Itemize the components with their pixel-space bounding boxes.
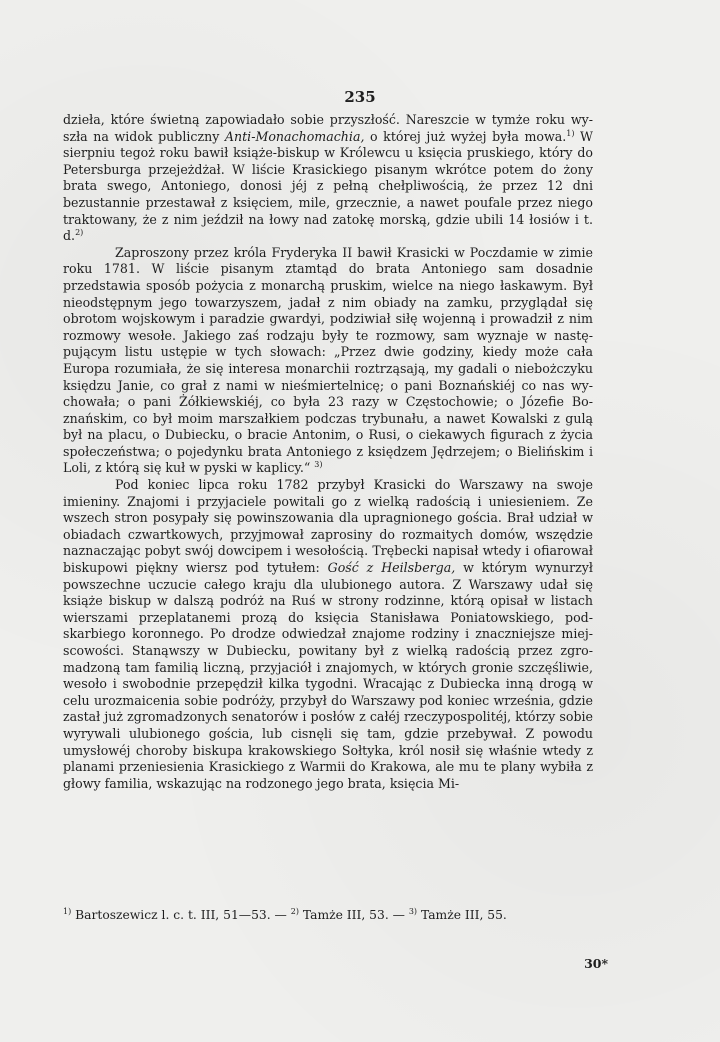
footnote-marker: 2) — [290, 906, 299, 916]
paragraph — [63, 112, 593, 245]
printer-signature: 30* — [584, 956, 608, 971]
footnotes — [63, 907, 593, 923]
text-run: Tamże III, 53. — — [298, 908, 409, 922]
footnote-marker: 3) — [408, 906, 418, 916]
text-run: w którym wynurzył powszechne uczucie całego kraju dla ulubionego autora. Z Warszawy udał się książe biskup w dalszą podróż na Ruś w strony rodzinne, którą opisał w listach wierszami przeplatanemi prozą do księcia Stanisława Poniatowskiego, podskarbiego koronnego. Po drodze odwiedzał znajome rodziny i znaczniejsze miejscowości. Stanąwszy w Dubiecku, powitany był z wielką radością przez zgromadzoną tam familią liczną, przyjaciół i znajomych, w których gronie szczęśliwie, wesoło i swobodnie przepędził kilka tygodni. Wracając z Dubiecka inną drogą w celu urozmaicenia sobie podróży, przybył do Warszawy pod koniec września, gdzie zastał już zgromadzonych senatorów i posłów z całéj rzeczypospolitéj, którzy sobie wyrywali ulubionego gościa, lub cisnęli się tam, gdzie przebywał. Z powodu umysłowéj choroby biskupa krakowskiego Sołtyka, król nosił się właśnie wtedy z planami przeniesienia Krasickiego z Warmii do Krakowa, ale mu te plany wybiła z głowy familia, wskazując na rodzonego jego brata, księcia Mi- — [63, 560, 593, 791]
footnote-separator — [63, 889, 593, 890]
paragraph — [63, 477, 593, 792]
footnote-marker: 2) — [75, 227, 84, 237]
text-run: o której już wyżej była mowa. — [364, 128, 567, 144]
text-run: Pod koniec lipca roku 1782 przybył Krasicki do Warszawy na swoje imieniny. Znajomi i przyjaciele powitali go z wielką radością i uniesieniem. Ze wszech stron posypały się powinszowania dla upragnionego gościa. Brał udział w obiadach czwartkowych, przyjmował zaprosiny do rozmaitych domów, wszędzie naznaczając pobyt swój dowcipem i wesołością. Trębecki napisał wtedy i ofiarował biskupowi piękny wiersz pod tytułem: — [63, 477, 593, 576]
page-number: 235 — [344, 88, 376, 106]
text-run: Bartoszewicz l. c. t. III, 51—53. — — [71, 908, 291, 922]
footnote-marker: 3) — [314, 460, 323, 470]
text-run: W sierpniu tegoż roku bawił książe-biskup w Królewcu u księcia pruskiego, który do Petersburga przejeżdżał. W liście Krasickiego pisanym wkrótce potem do żony brata swego, Antoniego, donosi jéj z pełną chełpliwością, że przez 12 dni bezustannie przestawał z księciem, mile, grzecznie, a nawet poufale przez niego traktowany, że z nim jeździł na łowy nad zatokę morską, gdzie ubili 14 łosiów i t. d. — [63, 128, 594, 244]
footnote-marker: 1) — [63, 906, 72, 916]
text-run: Zaproszony przez króla Fryderyka II bawił Krasicki w Poczdamie w zimie roku 1781. W liście pisanym ztamtąd do brata Antoniego sam dosadnie przedstawia sposób pożycia z monarchą pruskim, wielce na niego łaskawym. Był nieodstępnym jego towarzyszem, jadał z nim obiady na zamku, przyglądał się obrotom wojskowym i paradzie gwardyi, podziwiał siłę wojenną i prowadził z nim rozmowy wesołe. Jakiego zaś rodzaju były te rozmowy, sam wyznaje w następującym listu ustępie w tych słowach: „Przez dwie godziny, kiedy może cała Europa rozumiała, że się interesa monarchii roztrząsają, my gadali o niebożczyku księdzu Janie, co grał z nami w nieśmiertelnicę; o pani Boznańskiéj co nas wychowała; o pani Żółkiewskiéj, co była 23 razy w Częstochowie; o Józefie Boznańskim, co był moim marszałkiem podczas trybunału, a nawet Kowalski z gulą był na placu, o Dubiecku, o bracie Antonim, o Rusi, o ciekawych figurach z życia społeczeństwa; o pojedynku brata Antoniego z księdzem Jędrzejem; o Bielińskim i Loli, z którą się kuł w pyski w kaplicy.“ — [63, 244, 593, 476]
italic-title: Anti-Monachomachia, — [224, 128, 365, 144]
text-run: Tamże III, 55. — [417, 908, 507, 922]
body-text — [63, 112, 593, 792]
footnote-marker: 1) — [566, 128, 575, 138]
paragraph — [63, 245, 593, 477]
italic-title: Gość z Heilsberga, — [327, 560, 456, 576]
text-run: dzieła, które świetną zapowiadało sobie przyszłość. Nareszcie w tymże roku wyszła na widok publiczny — [63, 112, 593, 144]
